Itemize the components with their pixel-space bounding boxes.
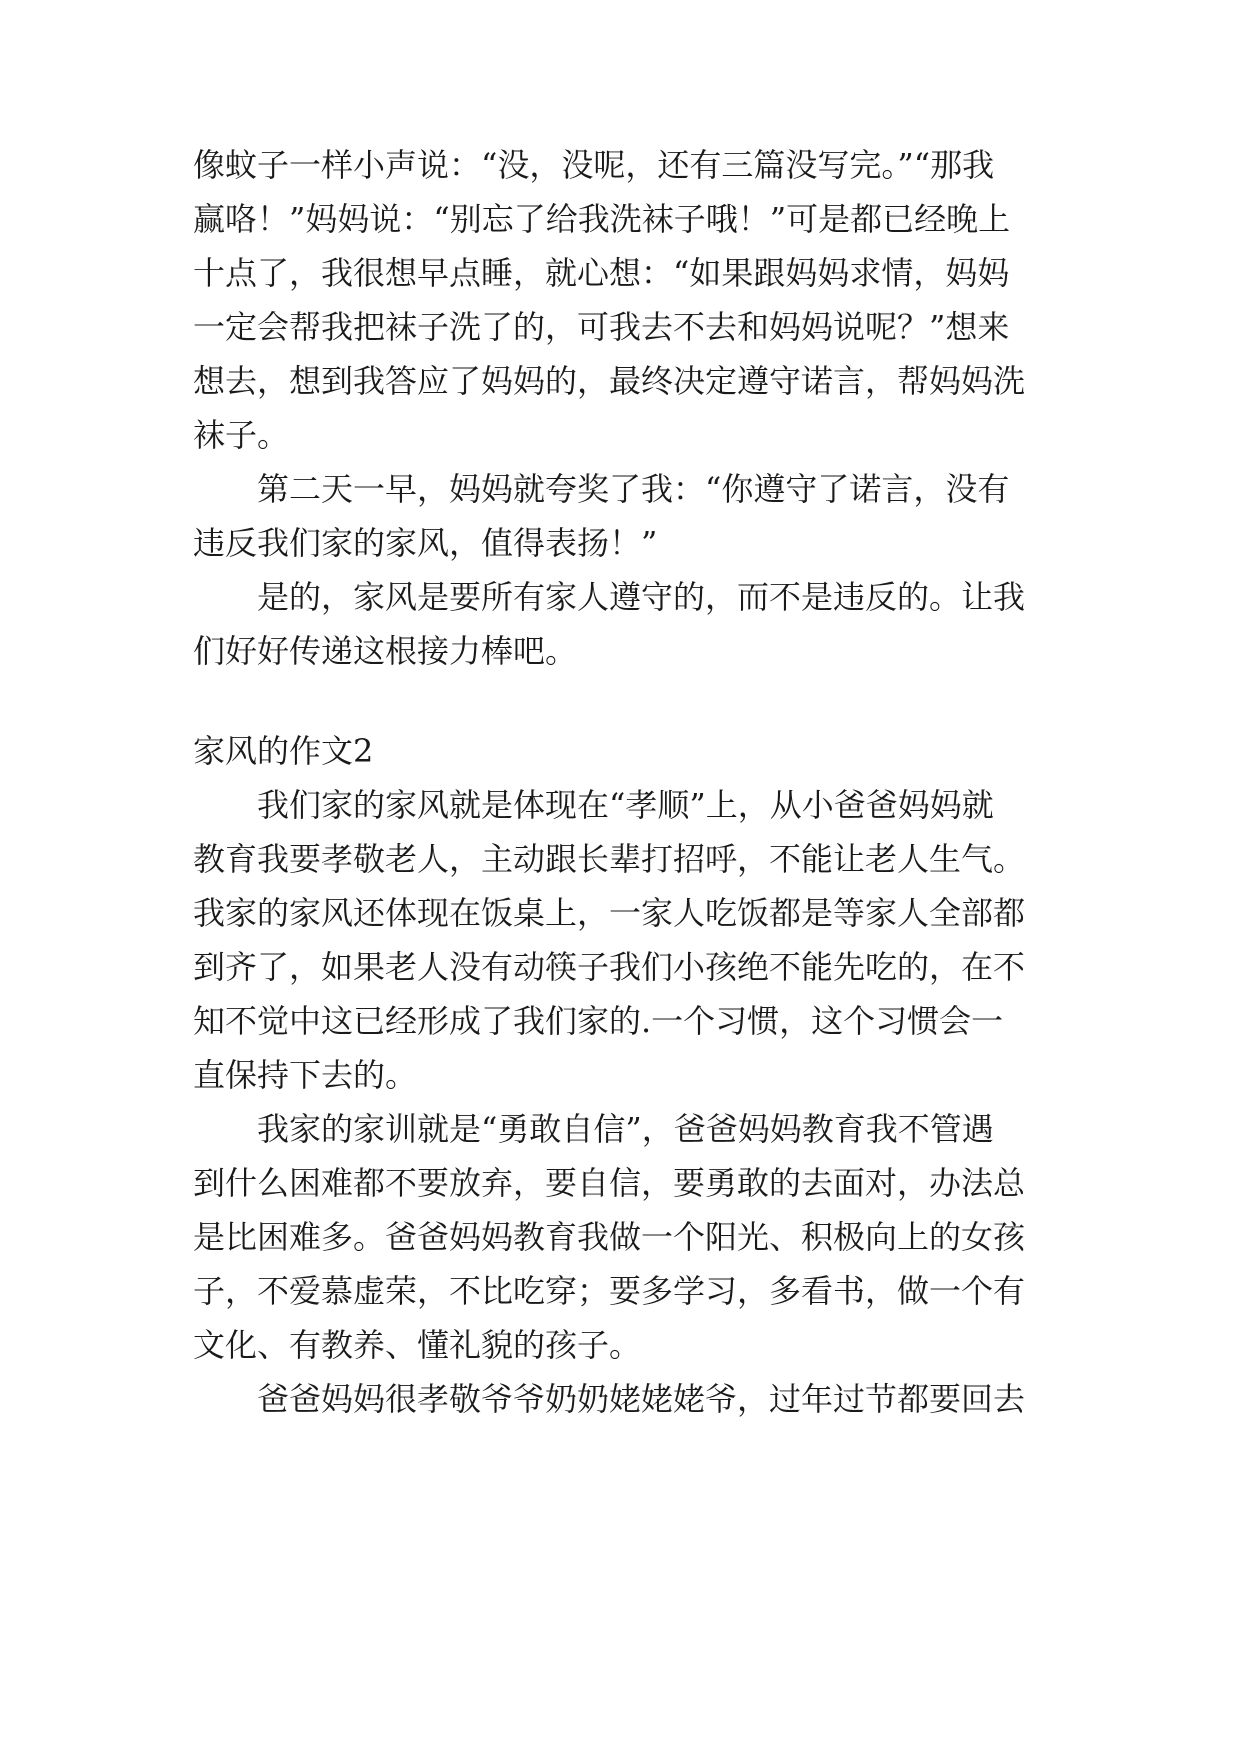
text-line: 我家的家风还体现在饭桌上，一家人吃饭都是等家人全部都: [193, 894, 1026, 932]
text-line: 到齐了，如果老人没有动筷子我们小孩绝不能先吃的，在不: [193, 948, 1026, 986]
text-line: 是的，家风是要所有家人遵守的，而不是违反的。让我: [257, 578, 1026, 616]
text-line: 袜子。: [193, 416, 290, 454]
text-line: 知不觉中这已经形成了我们家的.一个习惯，这个习惯会一: [193, 1002, 1004, 1040]
text-line: 赢咯！”妈妈说：“别忘了给我洗袜子哦！”可是都已经晚上: [193, 200, 1011, 238]
text-line: 第二天一早，妈妈就夸奖了我：“你遵守了诺言，没有: [257, 470, 1010, 508]
text-line: 一定会帮我把袜子洗了的，可我去不去和妈妈说呢？”想来: [193, 308, 1010, 346]
section-title: 家风的作文2: [193, 732, 374, 770]
text-line: 子，不爱慕虚荣，不比吃穿；要多学习，多看书，做一个有: [193, 1272, 1026, 1310]
text-line: 我家的家训就是“勇敢自信”，爸爸妈妈教育我不管遇: [257, 1110, 994, 1148]
text-line: 文化、有教养、懂礼貌的孩子。: [193, 1326, 642, 1364]
text-line: 们好好传递这根接力棒吧。: [193, 632, 578, 670]
text-line: 教育我要孝敬老人，主动跟长辈打招呼，不能让老人生气。: [193, 840, 1026, 878]
text-line: 我们家的家风就是体现在“孝顺”上，从小爸爸妈妈就: [257, 786, 994, 824]
text-line: 像蚊子一样小声说：“没，没呢，还有三篇没写完。”“那我: [193, 146, 995, 184]
text-line: 直保持下去的。: [193, 1056, 418, 1094]
text-line: 是比困难多。爸爸妈妈教育我做一个阳光、积极向上的女孩: [193, 1218, 1026, 1256]
text-line: 到什么困难都不要放弃，要自信，要勇敢的去面对，办法总: [193, 1164, 1026, 1202]
text-line: 违反我们家的家风，值得表扬！”: [193, 524, 658, 562]
text-line: 十点了，我很想早点睡，就心想：“如果跟妈妈求情，妈妈: [193, 254, 1010, 292]
text-line: 想去，想到我答应了妈妈的，最终决定遵守诺言，帮妈妈洗: [193, 362, 1026, 400]
text-line: 爸爸妈妈很孝敬爷爷奶奶姥姥姥爷，过年过节都要回去: [257, 1380, 1026, 1418]
